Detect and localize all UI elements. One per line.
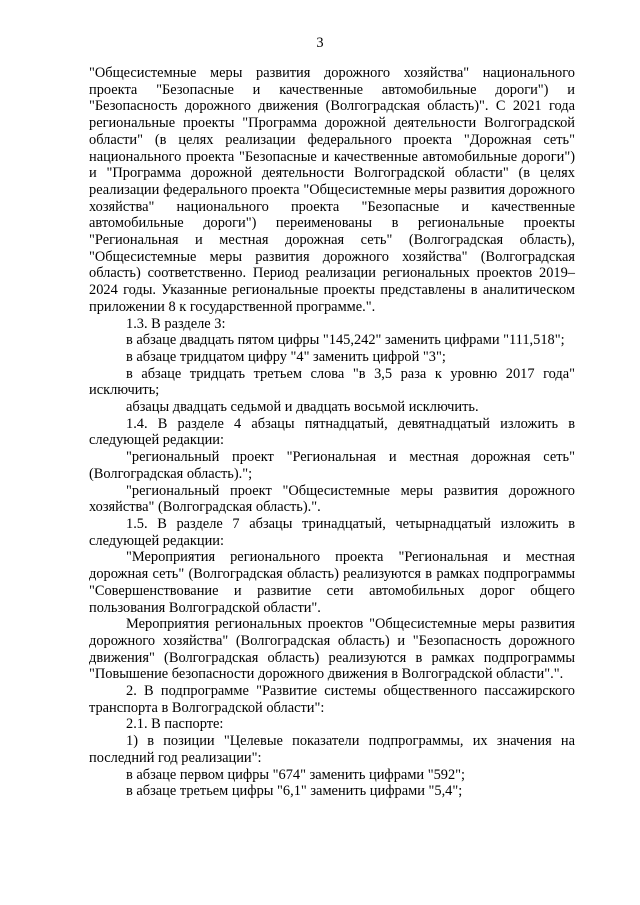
paragraph-item-2-1: 2.1. В паспорте: — [126, 716, 224, 733]
paragraph-item-1-5: 1.5. В разделе 7 абзацы тринадцатый, четырнадцатый изложить в следующей редакции: — [89, 515, 575, 549]
paragraph: абзацы двадцать седьмой и двадцать восьмой исключить. — [126, 399, 479, 416]
paragraph: в абзаце двадцать пятом цифры "145,242" заменить цифрами "111,518"; — [126, 332, 565, 349]
paragraph: в абзаце первом цифры "674" заменить цифрами "592"; — [126, 766, 466, 783]
paragraph: в абзаце третьем цифры "6,1" заменить цифрами "5,4"; — [126, 783, 463, 800]
paragraph: "региональный проект "Региональная и местная дорожная сеть" (Волгоградская область)."; — [89, 449, 575, 482]
paragraph-item-1-4: 1.4. В разделе 4 абзацы пятнадцатый, девятнадцатый изложить в следующей редакции: — [89, 415, 575, 449]
paragraph-item-2: 2. В подпрограмме "Развитие системы общественного пассажирского транспорта в Волгоградской области": — [89, 683, 575, 716]
paragraph: "Мероприятия регионального проекта "Региональная и местная дорожная сеть" (Волгоградская область) реализуются в рамках подпрограммы "Совершенствование и развитие сети автомобильных дорог общего пользования Волгоградской области". — [89, 549, 575, 616]
page-number: 3 — [316, 35, 324, 51]
paragraph-item-1-3: 1.3. В разделе 3: — [126, 315, 226, 332]
paragraph-continuation: "Общесистемные меры развития дорожного хозяйства" национального проекта "Безопасные и качественные автомобильные дороги") и "Безопасность дорожного движения (Волгоградская область)". С 2021 года региональные проекты "Программа дорожной деятельности Волгоградской области" (в целях реализации федерального проекта "Дорожная сеть" национального проекта "Безопасные и качественные автомобильные дороги") и "Программа дорожной деятельности Волгоградской области" (в целях реализации федерального проекта "Общесистемные меры развития дорожного хозяйства" национального проекта "Безопасные и качественные автомобильные дороги") переименованы в региональные проекты "Региональная и местная дорожная сеть" (Волгоградская область), "Общесистемные меры развития дорожного хозяйства" (Волгоградская область) соответственно. Период реализации региональных проектов 2019–2024 годы. Указанные региональные проекты представлены в аналитическом приложении 8 к государственной программе.". — [89, 65, 575, 315]
paragraph: "региональный проект "Общесистемные меры развития дорожного хозяйства" (Волгоградская область).". — [89, 482, 575, 516]
paragraph: 1) в позиции "Целевые показатели подпрограммы, их значения на последний год реализации": — [89, 733, 575, 766]
paragraph: в абзаце тридцать третьем слова "в 3,5 раза к уровню 2017 года" исключить; — [89, 365, 575, 399]
paragraph: в абзаце тридцатом цифру "4" заменить цифрой "3"; — [126, 348, 446, 365]
document-body — [89, 65, 575, 800]
paragraph: Мероприятия региональных проектов "Общесистемные меры развития дорожного хозяйства" (Волгоградская область) и "Безопасность дорожного движения" (Волгоградская область) реализуются в рамках подпрограммы "Повышение безопасности дорожного движения в Волгоградской области".". — [89, 616, 575, 683]
